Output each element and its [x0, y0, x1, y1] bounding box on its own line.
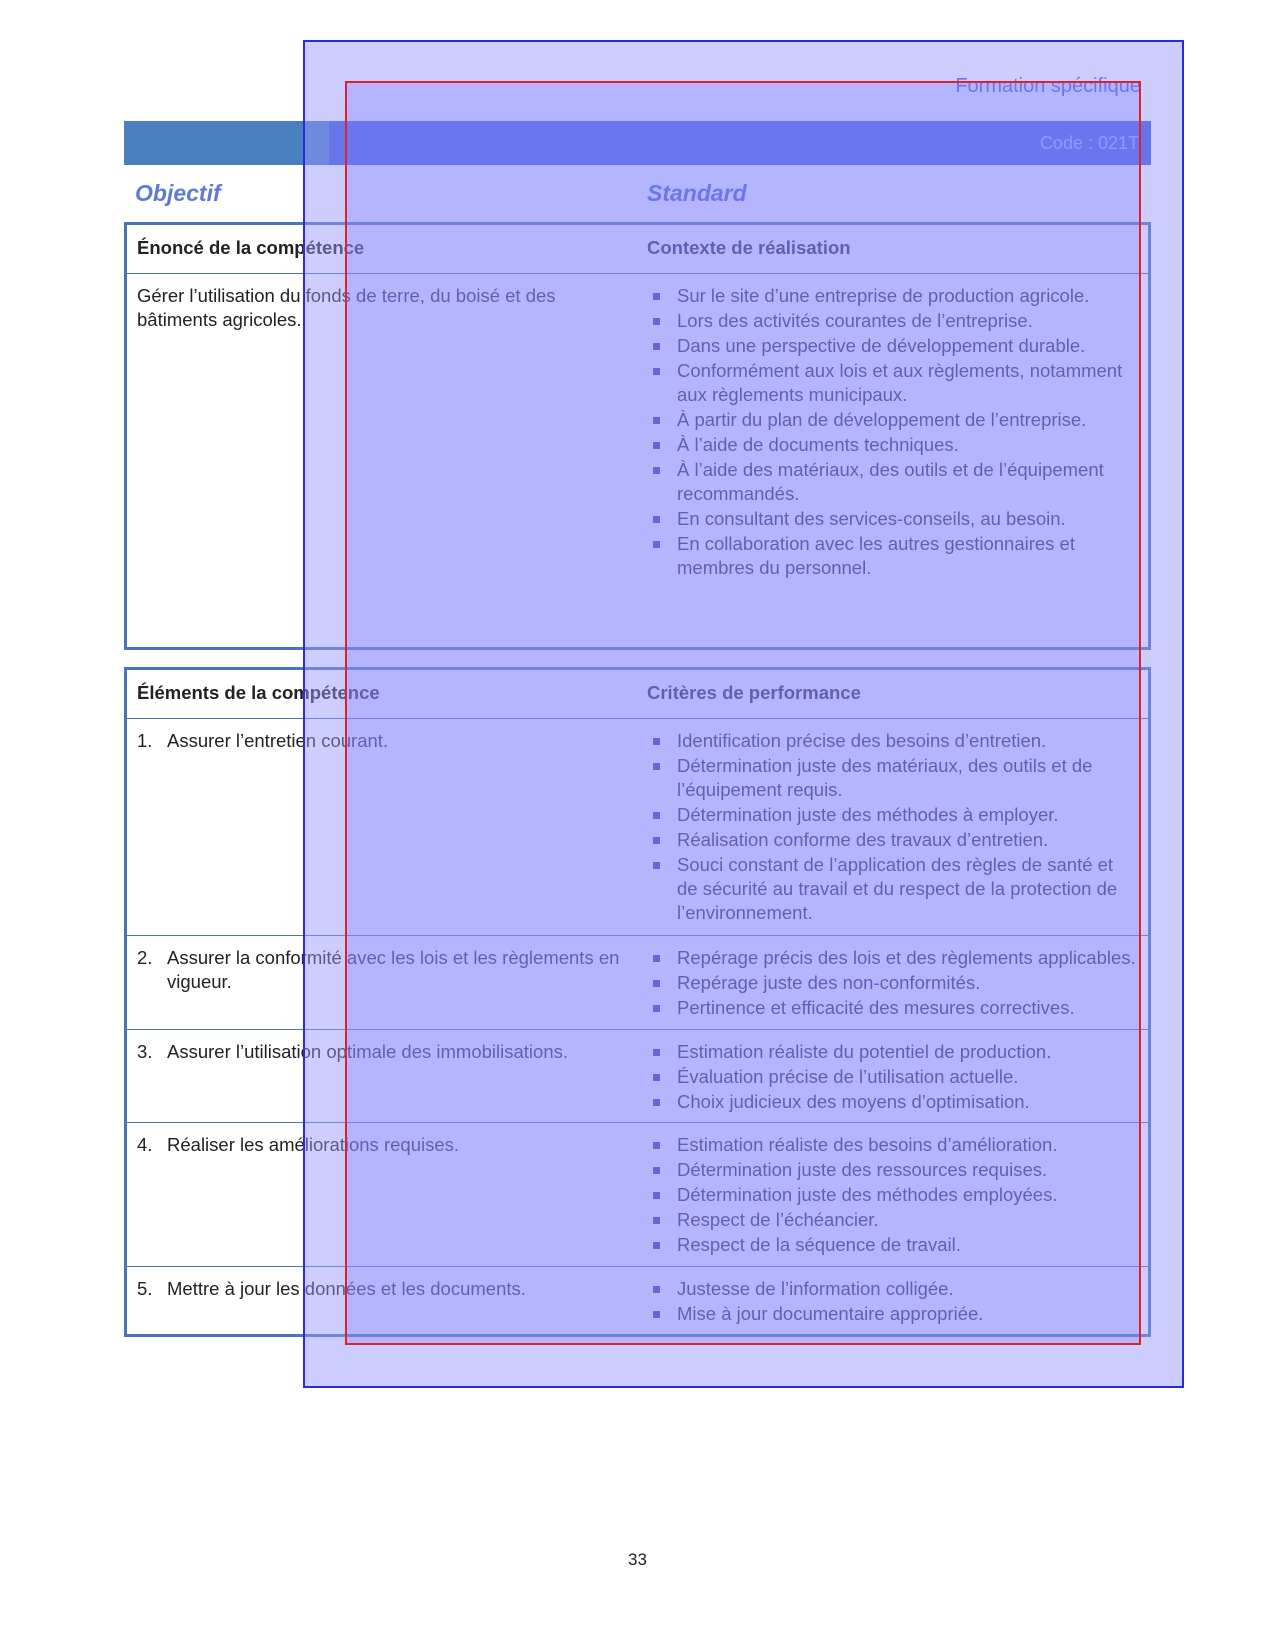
element-number: 2. [137, 947, 153, 969]
list-item: En collaboration avec les autres gestionnaires et membres du personnel. [647, 532, 1138, 580]
list-item: Choix judicieux des moyens d’optimisation. [647, 1090, 1138, 1114]
competence-statement-header: Énoncé de la compétence [137, 237, 365, 258]
list-item: Souci constant de l’application des règles de santé et de sécurité au travail et du respect de la protection de l’environnement. [647, 853, 1138, 925]
list-item: Estimation réaliste du potentiel de production. [647, 1040, 1138, 1064]
element-text: Assurer l’utilisation optimale des immobilisations. [167, 1040, 568, 1062]
element-number: 4. [137, 1133, 153, 1155]
list-item: Repérage juste des non-conformités. [647, 971, 1138, 995]
list-item: Détermination juste des méthodes à employer. [647, 803, 1138, 827]
list-item: Identification précise des besoins d’entretien. [647, 729, 1138, 753]
objectif-heading: Objectif [135, 180, 221, 206]
list-item: À partir du plan de développement de l’entreprise. [647, 408, 1138, 432]
context-header: Contexte de réalisation [647, 237, 851, 258]
element-number: 5. [137, 1277, 153, 1299]
page-number: 33 [628, 1550, 647, 1569]
element-text: Assurer l’entretien courant. [167, 730, 389, 751]
elements-header: Éléments de la compétence [137, 682, 380, 703]
criteria-header: Critères de performance [647, 682, 861, 703]
list-item: À l’aide des matériaux, des outils et de l’équipement recommandés. [647, 458, 1138, 506]
competence-statement: Gérer l’utilisation du fonds de terre, du boisé et des bâtiments agricoles. [137, 285, 556, 330]
list-item: Sur le site d’une entreprise de production agricole. [647, 284, 1138, 308]
list-item: Justesse de l’information colligée. [647, 1277, 1138, 1301]
list-item: Évaluation précise de l’utilisation actuelle. [647, 1065, 1138, 1089]
element-text: Assurer la conformité avec les lois et les règlements en vigueur. [167, 947, 620, 993]
list-item: Lors des activités courantes de l’entreprise. [647, 309, 1138, 333]
code-label: Code : 021T [1039, 133, 1139, 153]
list-item: Mise à jour documentaire appropriée. [647, 1302, 1138, 1326]
list-item: Repérage précis des lois et des règlements applicables. [647, 946, 1138, 970]
list-item: Respect de la séquence de travail. [647, 1233, 1138, 1257]
list-item: Estimation réaliste des besoins d’amélioration. [647, 1133, 1138, 1157]
list-item: À l’aide de documents techniques. [647, 433, 1138, 457]
element-text: Réaliser les améliorations requises. [167, 1133, 460, 1155]
list-item: Respect de l’échéancier. [647, 1208, 1138, 1232]
list-item: Détermination juste des méthodes employées. [647, 1183, 1138, 1207]
element-number: 1. [137, 730, 153, 751]
list-item: Conformément aux lois et aux règlements, notamment aux règlements municipaux. [647, 359, 1138, 407]
formation-label: Formation spécifique [955, 75, 1141, 97]
list-item: Pertinence et efficacité des mesures correctives. [647, 996, 1138, 1020]
element-text: Mettre à jour les données et les documents. [167, 1277, 526, 1299]
element-number: 3. [137, 1040, 153, 1062]
list-item: En consultant des services-conseils, au besoin. [647, 507, 1138, 531]
highlight-frame [345, 81, 1141, 1345]
standard-heading: Standard [647, 180, 747, 206]
list-item: Détermination juste des matériaux, des outils et de l’équipement requis. [647, 754, 1138, 802]
list-item: Dans une perspective de développement durable. [647, 334, 1138, 358]
list-item: Réalisation conforme des travaux d’entretien. [647, 828, 1138, 852]
list-item: Détermination juste des ressources requises. [647, 1158, 1138, 1182]
